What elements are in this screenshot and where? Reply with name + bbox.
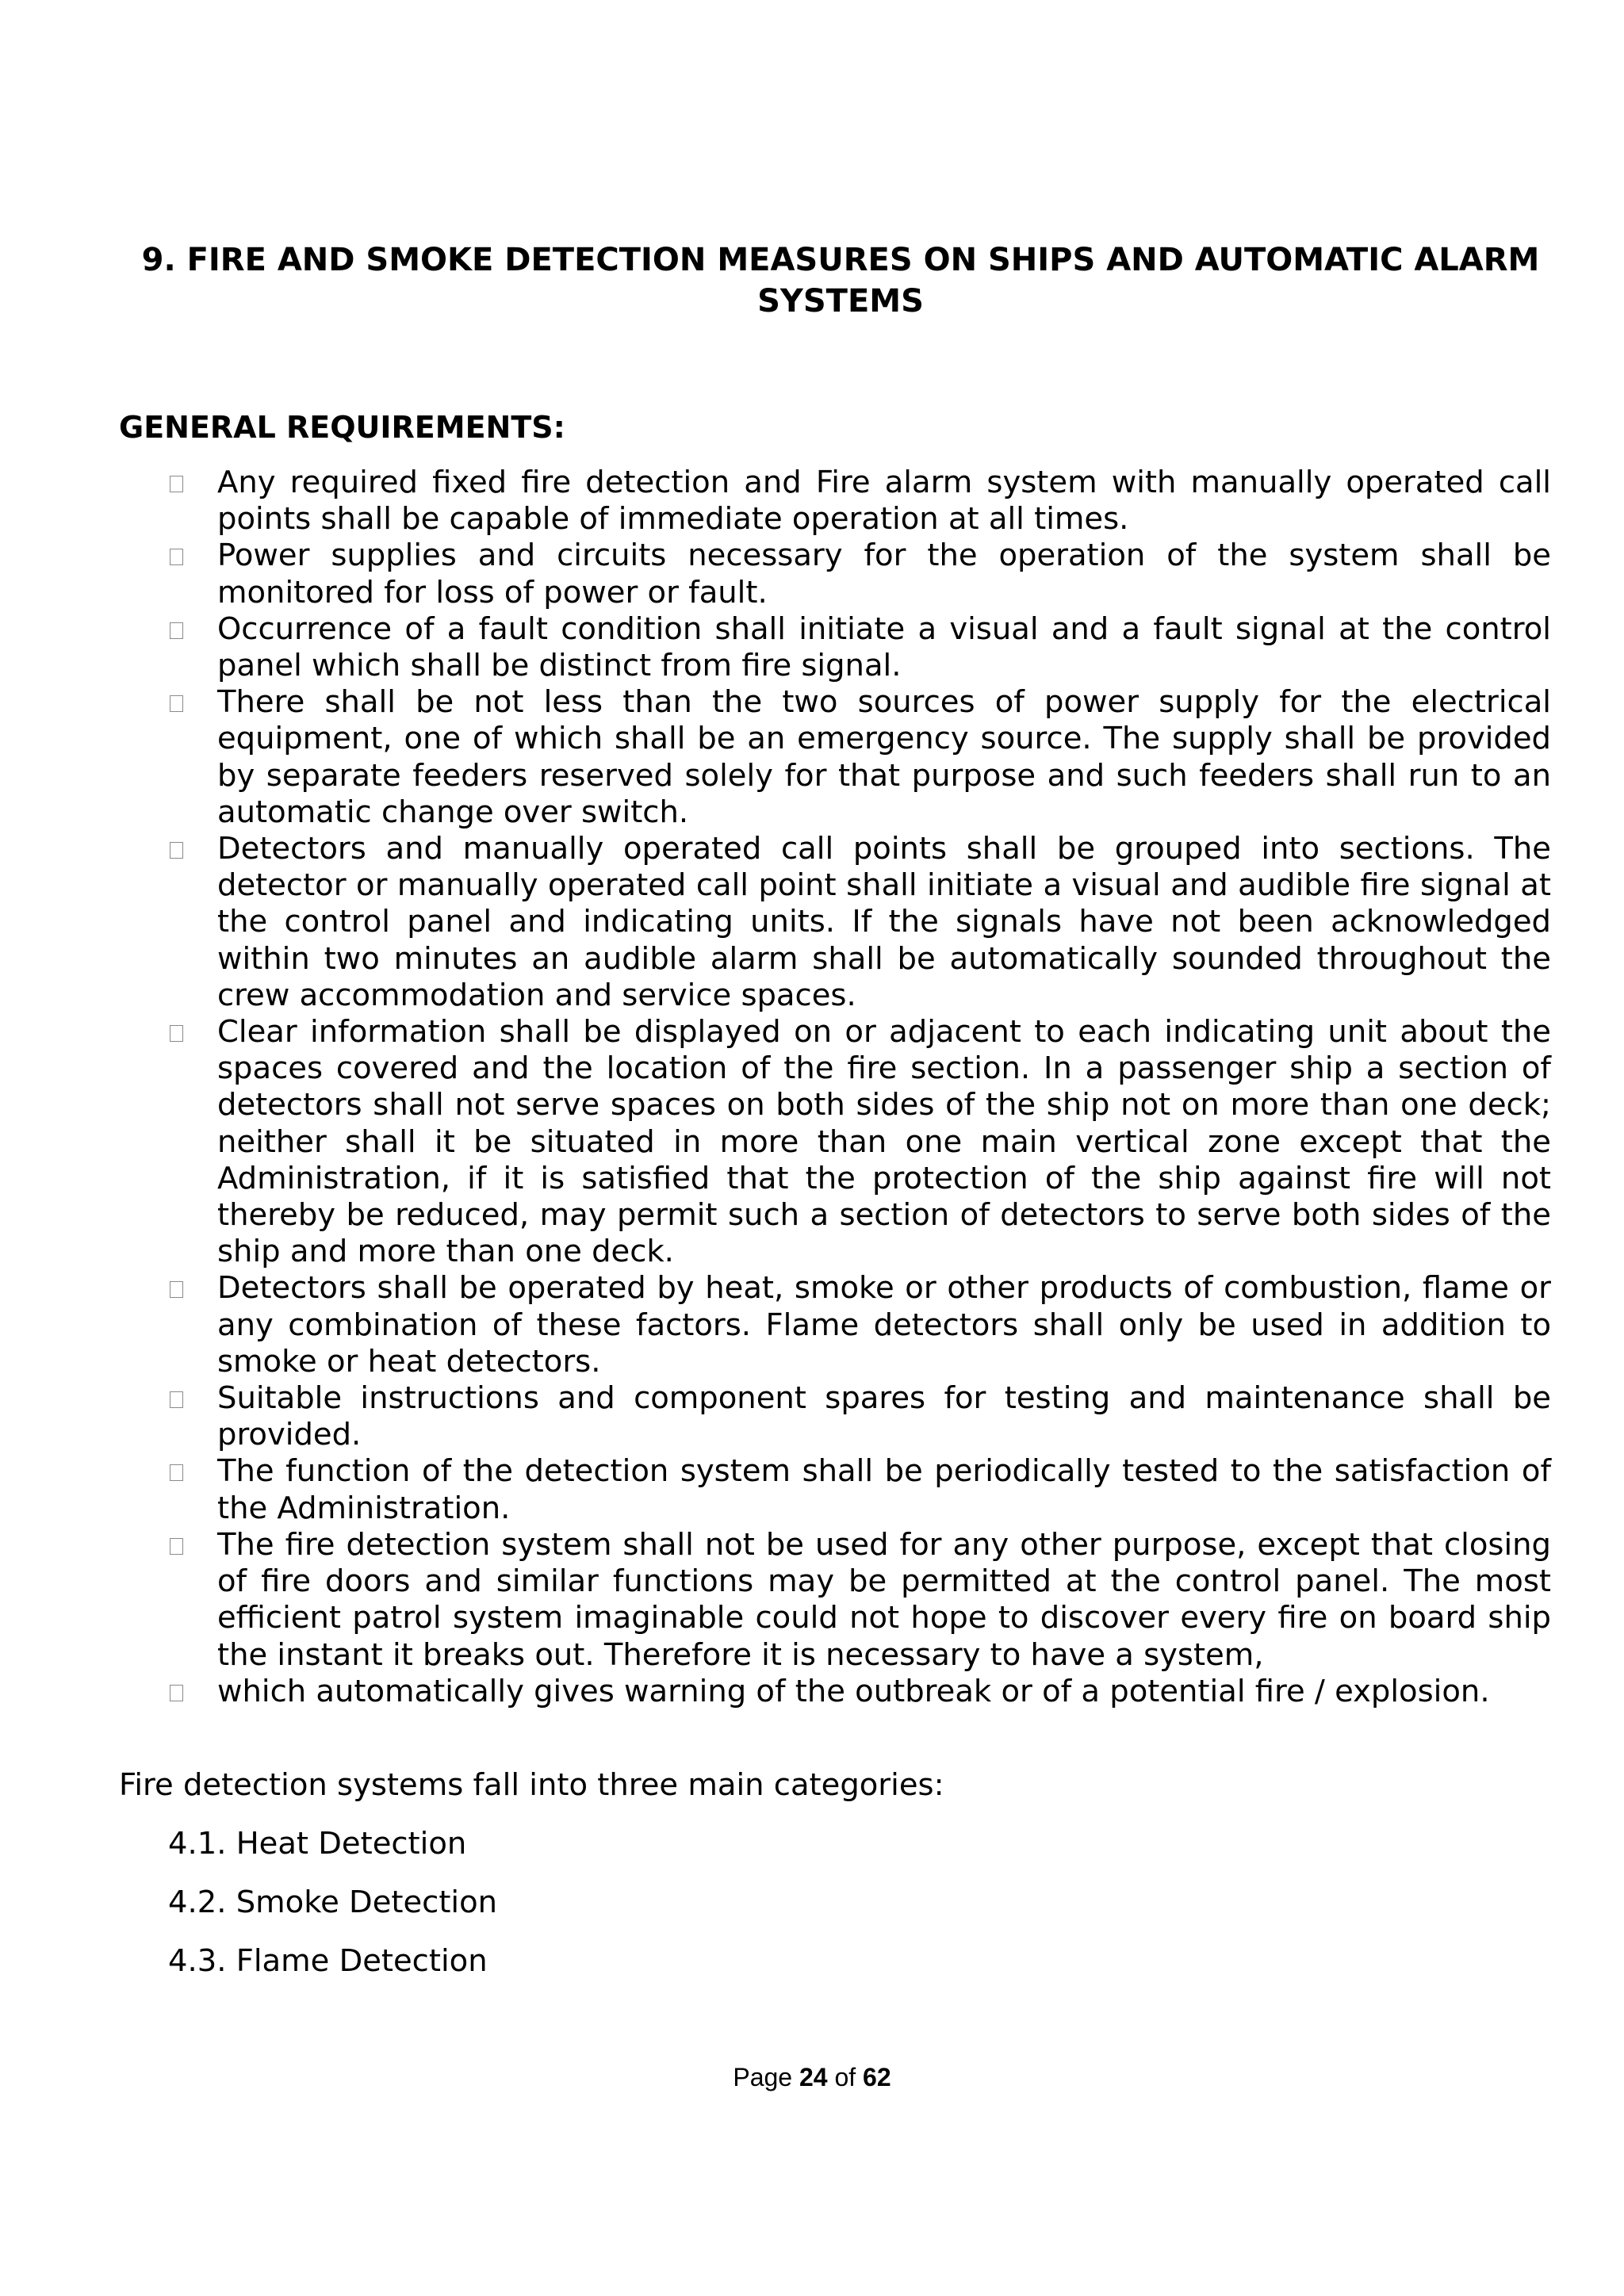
current-page-number: 24	[799, 2063, 828, 2091]
categories-list	[168, 1825, 497, 2001]
list-item	[167, 684, 1551, 831]
list-item-text: Suitable instructions and component spares for testing and maintenance shall be provided.	[217, 1380, 1551, 1453]
list-item-text: Power supplies and circuits necessary for the operation of the system shall be monitored for loss of power or fault.	[217, 538, 1551, 610]
list-item	[167, 465, 1551, 538]
list-item	[167, 1270, 1551, 1380]
empty-square-bullet-icon	[170, 1391, 183, 1408]
empty-square-bullet-icon	[170, 622, 183, 639]
empty-square-bullet-icon	[170, 695, 183, 712]
list-item	[167, 831, 1551, 1014]
list-item	[167, 1674, 1551, 1710]
categories-intro: Fire detection systems fall into three main categories:	[119, 1767, 944, 1803]
empty-square-bullet-icon	[170, 1538, 183, 1555]
empty-square-bullet-icon	[170, 1025, 183, 1042]
empty-square-bullet-icon	[170, 476, 183, 492]
list-item	[167, 1014, 1551, 1270]
total-pages-number: 62	[863, 2063, 891, 2091]
list-item-text: Detectors and manually operated call points shall be grouped into sections. The detector or manually operated call point shall initiate a visual and audible fire signal at the control panel and indicating units. If the signals have not been acknowledged within two minutes an audible alarm shall be automatically sounded throughout the crew accommodation and service spaces.	[217, 831, 1551, 1013]
category-item: 4.3. Flame Detection	[168, 1943, 488, 1979]
page-footer	[0, 2061, 1624, 2093]
page-word: Page	[733, 2063, 793, 2091]
of-word: of	[834, 2063, 856, 2091]
list-item	[167, 611, 1551, 684]
list-item	[167, 1380, 1551, 1453]
page-title: 9. FIRE AND SMOKE DETECTION MEASURES ON SHIPS AND AUTOMATIC ALARM SYSTEMS	[141, 242, 1540, 320]
empty-square-bullet-icon	[170, 842, 183, 859]
empty-square-bullet-icon	[170, 1685, 183, 1701]
section-heading: GENERAL REQUIREMENTS:	[119, 410, 565, 445]
list-item-text: The fire detection system shall not be used for any other purpose, except that closing of fire doors and similar functions may be permitted at the control panel. The most efficient patrol system imaginable could not hope to discover every fire on board ship the instant it breaks out. Therefore it is necessary to have a system,	[217, 1526, 1551, 1673]
category-item: 4.2. Smoke Detection	[168, 1885, 498, 1920]
list-item-text: Clear information shall be displayed on or adjacent to each indicating unit about the spaces covered and the location of the fire section. In a passenger ship a section of detectors shall not serve spaces on both sides of the ship not on more than one deck; neither shall it be situated in more than one main vertical zone except that the Administration, if it is satisfied that the protection of the ship against fire will not thereby be reduced, may permit such a section of detectors to serve both sides of the ship and more than one deck.	[217, 1014, 1551, 1270]
empty-square-bullet-icon	[170, 1281, 183, 1298]
list-item	[167, 1527, 1551, 1674]
list-item-text: Occurrence of a fault condition shall initiate a visual and a fault signal at the control panel which shall be distinct from fire signal.	[217, 610, 1551, 684]
requirements-list	[167, 465, 1551, 1710]
list-item-text: Any required fixed fire detection and Fire alarm system with manually operated call points shall be capable of immediate operation at all times.	[217, 465, 1551, 538]
list-item-text: There shall be not less than the two sources of power supply for the electrical equipment, one of which shall be an emergency source. The supply shall be provided by separate feeders reserved solely for that purpose and such feeders shall run to an automatic change over switch.	[217, 684, 1551, 830]
empty-square-bullet-icon	[170, 549, 183, 565]
list-item-text: which automatically gives warning of the outbreak or of a potential fire / explosion.	[217, 1673, 1490, 1709]
list-item-text: The function of the detection system shall be periodically tested to the satisfaction of the Administration.	[217, 1453, 1551, 1526]
list-item-text: Detectors shall be operated by heat, smoke or other products of combustion, flame or any combination of these factors. Flame detectors shall only be used in addition to smoke or heat detectors.	[217, 1270, 1551, 1380]
empty-square-bullet-icon	[170, 1464, 183, 1481]
category-item: 4.1. Heat Detection	[168, 1826, 467, 1862]
list-item	[167, 538, 1551, 610]
list-item	[167, 1453, 1551, 1526]
